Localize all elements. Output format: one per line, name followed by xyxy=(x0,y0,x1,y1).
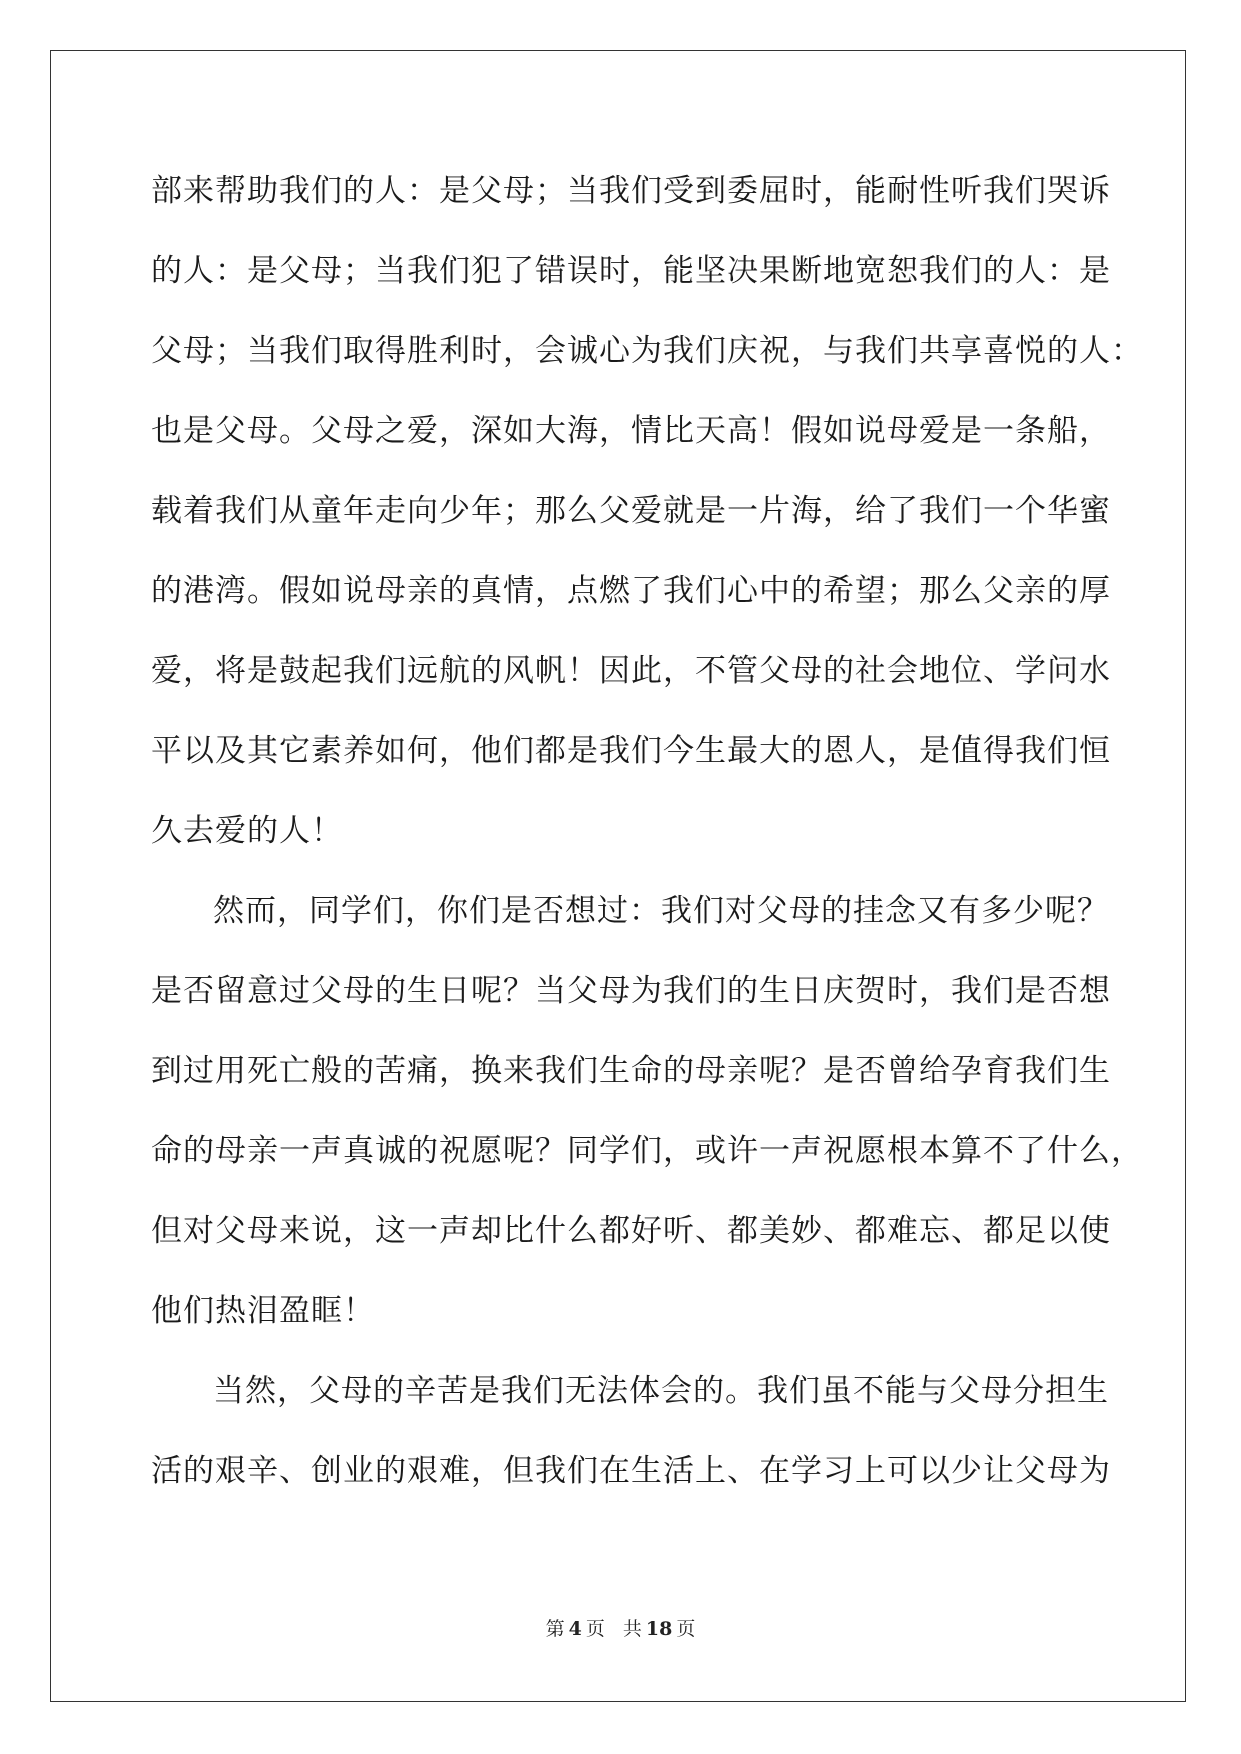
text-line: 但对父母来说，这一声却比什么都好听、都美妙、都难忘、都足以使 xyxy=(151,1213,1111,1249)
text-line-indented: 当然，父母的辛苦是我们无法体会的。我们虽不能与父母分担生 xyxy=(213,1373,1109,1409)
footer-total-suffix: 页 xyxy=(676,1618,696,1640)
text-line: 载着我们从童年走向少年；那么父爱就是一片海，给了我们一个华蜜 xyxy=(151,493,1111,529)
text-line: 爱，将是鼓起我们远航的风帆！因此，不管父母的社会地位、学问水 xyxy=(151,653,1111,689)
current-page-number: 4 xyxy=(568,1618,582,1640)
text-line: 是否留意过父母的生日呢？当父母为我们的生日庆贺时，我们是否想 xyxy=(151,973,1111,1009)
text-line: 的人：是父母；当我们犯了错误时，能坚决果断地宽恕我们的人：是 xyxy=(151,253,1111,289)
footer-page-suffix: 页 xyxy=(585,1618,605,1640)
text-line: 活的艰辛、创业的艰难，但我们在生活上、在学习上可以少让父母为 xyxy=(151,1453,1111,1489)
text-line: 平以及其它素养如何，他们都是我们今生最大的恩人，是值得我们恒 xyxy=(151,733,1111,769)
text-line: 命的母亲一声真诚的祝愿呢？同学们，或许一声祝愿根本算不了什么， xyxy=(151,1133,1143,1169)
text-line: 父母；当我们取得胜利时，会诚心为我们庆祝，与我们共享喜悦的人： xyxy=(151,333,1143,369)
footer-total-prefix: 共 xyxy=(622,1618,642,1640)
text-line: 也是父母。父母之爱，深如大海，情比天高！假如说母爱是一条船， xyxy=(151,413,1111,449)
page-footer xyxy=(0,1614,1241,1641)
total-pages-number: 18 xyxy=(645,1618,673,1640)
text-line-indented: 然而，同学们，你们是否想过：我们对父母的挂念又有多少呢？ xyxy=(213,893,1109,929)
text-line: 到过用死亡般的苦痛，换来我们生命的母亲呢？是否曾给孕育我们生 xyxy=(151,1053,1111,1089)
text-line: 部来帮助我们的人：是父母；当我们受到委屈时，能耐性听我们哭诉 xyxy=(151,173,1111,209)
text-line: 他们热泪盈眶！ xyxy=(151,1293,375,1329)
text-line: 久去爱的人！ xyxy=(151,813,343,849)
text-line: 的港湾。假如说母亲的真情，点燃了我们心中的希望；那么父亲的厚 xyxy=(151,573,1111,609)
footer-prefix: 第 xyxy=(545,1618,565,1640)
